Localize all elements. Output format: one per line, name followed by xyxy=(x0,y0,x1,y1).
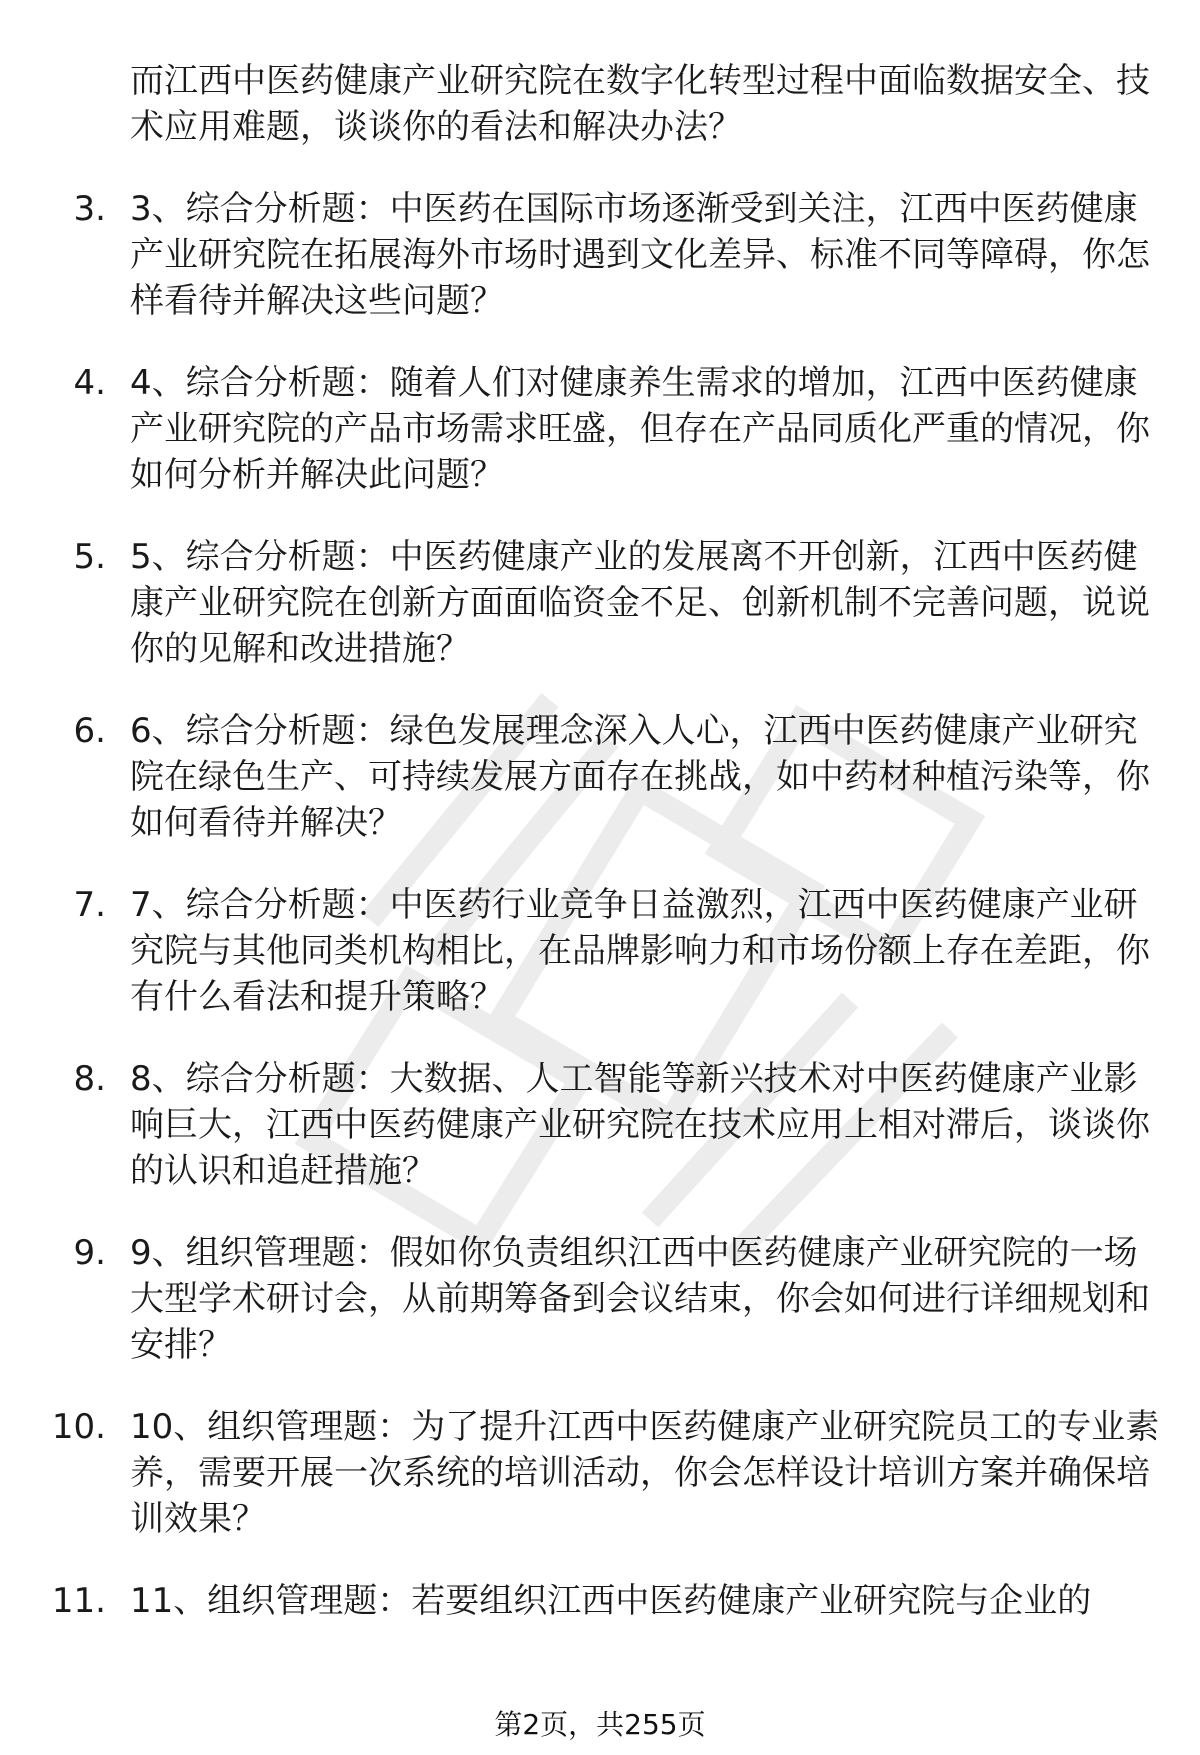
page-bottom-edge xyxy=(0,1748,1200,1755)
list-item-number: 6. xyxy=(73,711,106,751)
list-item xyxy=(0,1578,1200,1624)
list-item-text: 8、综合分析题：大数据、人工智能等新兴技术对中医药健康产业影响巨大，江西中医药健康产业研究院在技术应用上相对滞后，谈谈你的认识和追赶措施？ xyxy=(130,1059,1150,1191)
list-item xyxy=(0,1230,1200,1368)
page-number-footer: 第2页，共255页 xyxy=(494,1708,706,1741)
list-item-number: 10. xyxy=(51,1407,106,1447)
list-item-number: 9. xyxy=(73,1233,106,1273)
list-item xyxy=(0,708,1200,846)
list-item-text: 5、综合分析题：中医药健康产业的发展离不开创新，江西中医药健康产业研究院在创新方面面临资金不足、创新机制不完善问题，说说你的见解和改进措施？ xyxy=(130,537,1150,669)
list-item-text: 10、组织管理题：为了提升江西中医药健康产业研究院员工的专业素养，需要开展一次系统的培训活动，你会怎样设计培训方案并确保培训效果？ xyxy=(130,1407,1160,1539)
list-item xyxy=(0,1056,1200,1194)
question-list xyxy=(0,58,1200,1660)
list-item xyxy=(0,1404,1200,1542)
list-item-number: 3. xyxy=(73,189,106,229)
list-item-text: 6、综合分析题：绿色发展理念深入人心，江西中医药健康产业研究院在绿色生产、可持续发展方面存在挑战，如中药材种植污染等，你如何看待并解决？ xyxy=(130,711,1150,843)
list-item-text: 11、组织管理题：若要组织江西中医药健康产业研究院与企业的 xyxy=(130,1581,1092,1621)
continued-question-text: 而江西中医药健康产业研究院在数字化转型过程中面临数据安全、技术应用难题，谈谈你的看法和解决办法？ xyxy=(130,61,1150,147)
list-item xyxy=(0,186,1200,324)
list-item xyxy=(0,882,1200,1020)
list-item-number: 5. xyxy=(73,537,106,577)
list-item xyxy=(0,534,1200,672)
list-item-text: 9、组织管理题：假如你负责组织江西中医药健康产业研究院的一场大型学术研讨会，从前期筹备到会议结束，你会如何进行详细规划和安排？ xyxy=(130,1233,1150,1365)
list-item-number: 8. xyxy=(73,1059,106,1099)
list-item-text: 7、综合分析题：中医药行业竞争日益激烈，江西中医药健康产业研究院与其他同类机构相比，在品牌影响力和市场份额上存在差距，你有什么看法和提升策略？ xyxy=(130,885,1150,1017)
list-item-number: 7. xyxy=(73,885,106,925)
list-item-text: 4、综合分析题：随着人们对健康养生需求的增加，江西中医药健康产业研究院的产品市场需求旺盛，但存在产品同质化严重的情况，你如何分析并解决此问题？ xyxy=(130,363,1150,495)
list-item-text: 3、综合分析题：中医药在国际市场逐渐受到关注，江西中医药健康产业研究院在拓展海外市场时遇到文化差异、标准不同等障碍，你怎样看待并解决这些问题？ xyxy=(130,189,1150,321)
list-item xyxy=(0,360,1200,498)
list-item-number: 11. xyxy=(51,1581,106,1621)
list-item-number: 4. xyxy=(73,363,106,403)
